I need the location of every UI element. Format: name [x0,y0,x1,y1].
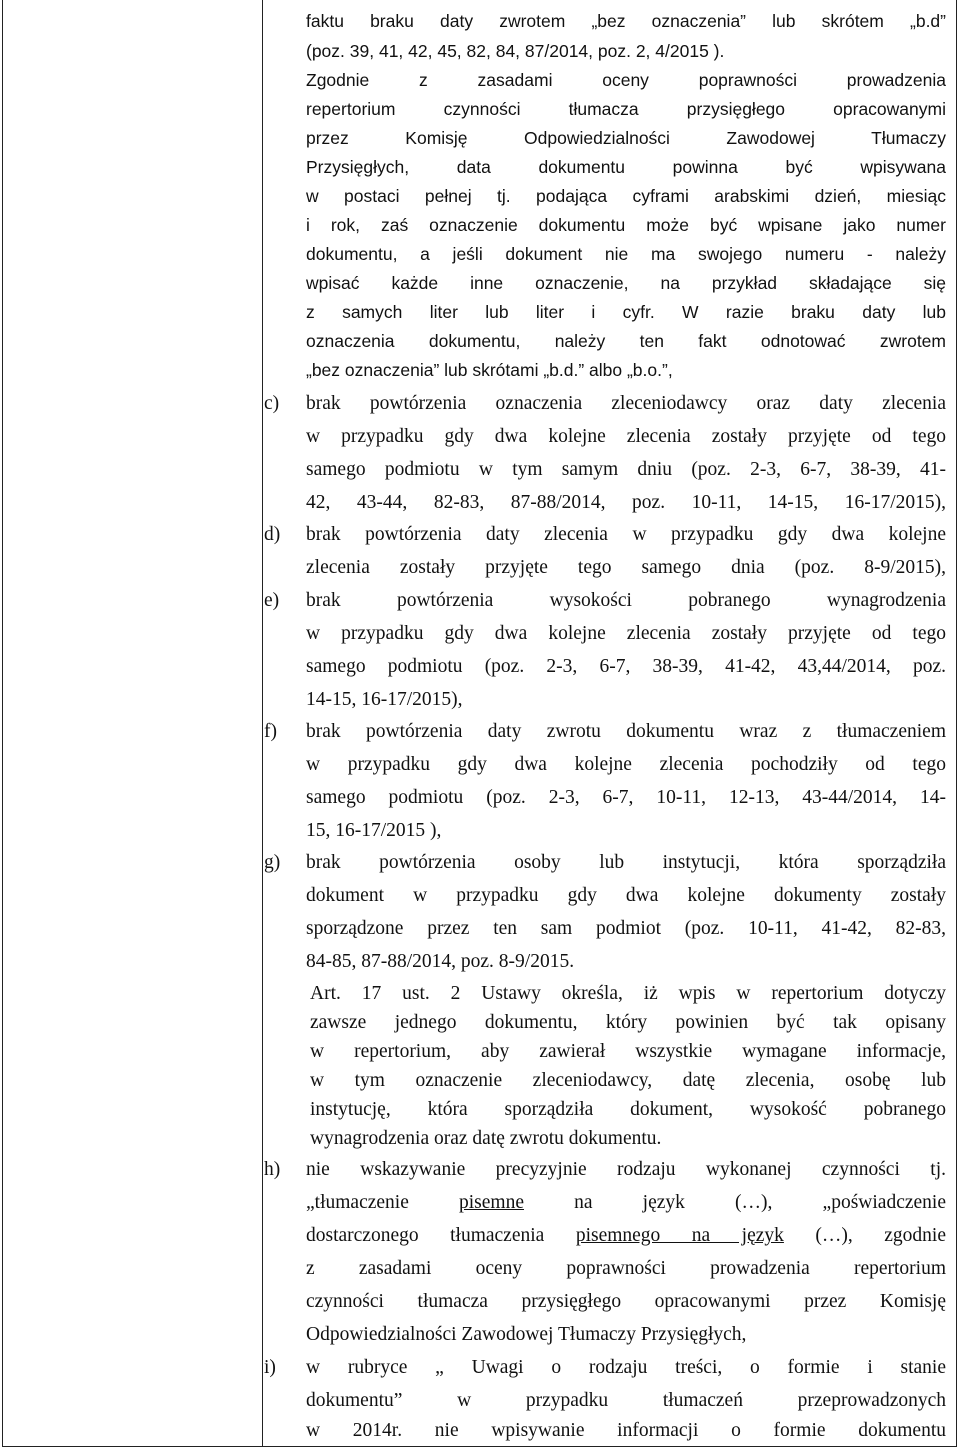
list-marker: i) [264,1357,276,1378]
text-line: sporządzone przez ten sam podmiot (poz. 10-11, 41-42, 82-83, [306,918,946,939]
text-span: „tłumaczenie [306,1192,459,1213]
text-line: faktu braku daty zwrotem „bez oznaczenia” lub skrótem „b.d” [306,11,946,31]
text-line: w tym oznaczenie zleceniodawcy, datę zlecenia, osobę lub [310,1070,946,1091]
text-line: (poz. 39, 41, 42, 45, 82, 84, 87/2014, poz. 2, 4/2015 ). [306,41,725,61]
text-line: wynagrodzenia oraz datę zwrotu dokumentu. [310,1128,662,1149]
text-span: dostarczonego tłumaczenia [306,1225,576,1246]
text-line: dokumentu, a jeśli dokument nie ma swojego numeru - należy [306,244,946,264]
text-line: w 2014r. nie wpisywanie informacji o formie dokumentu [306,1420,946,1441]
text-line: brak powtórzenia wysokości pobranego wynagrodzenia [306,590,946,611]
text-line: czynności tłumacza przysięgłego opracowanymi przez Komisję [306,1291,946,1312]
text-line [306,1221,946,1251]
list-marker: c) [264,393,280,414]
text-line: brak powtórzenia daty zlecenia w przypadku gdy dwa kolejne [306,524,946,545]
text-line: Art. 17 ust. 2 Ustawy określa, iż wpis w repertorium dotyczy [310,983,946,1004]
text-line: z samych liter lub liter i cyfr. W razie braku daty lub [306,302,946,322]
text-line: w przypadku gdy dwa kolejne zlecenia zostały przyjęte od tego [306,426,946,447]
text-line: „bez oznaczenia” lub skrótami „b.d.” albo „b.o.”, [306,360,673,380]
text-line: samego podmiotu (poz. 2-3, 6-7, 10-11, 12-13, 43-44/2014, 14- [306,787,946,808]
list-marker: d) [264,524,281,545]
text-line: wpisać każde inne oznaczenie, na przykład składające się [306,273,946,293]
text-line [306,1188,946,1218]
text-line: 42, 43-44, 82-83, 87-88/2014, poz. 10-11, 14-15, 16-17/2015), [306,492,946,513]
text-line: samego podmiotu w tym samym dniu (poz. 2-3, 6-7, 38-39, 41- [306,459,946,480]
text-line: 84-85, 87-88/2014, poz. 8-9/2015. [306,951,575,972]
text-line: w repertorium, aby zawierał wszystkie wymagane informacje, [310,1041,946,1062]
text-line: przez Komisję Odpowiedzialności Zawodowej Tłumaczy [306,128,946,148]
list-marker: h) [264,1159,281,1180]
text-line: 15, 16-17/2015 ), [306,820,442,841]
list-marker: f) [264,721,277,742]
text-line: oznaczenia dokumentu, należy ten fakt odnotować zwrotem [306,331,946,351]
text-line: w przypadku gdy dwa kolejne zlecenia pochodziły od tego [306,754,946,775]
column-divider [262,0,263,1446]
text-line: w rubryce „ Uwagi o rodzaju treści, o formie i stanie [306,1357,946,1378]
text-line: zlecenia zostały przyjęte tego samego dnia (poz. 8-9/2015), [306,557,946,578]
list-marker: g) [264,852,281,873]
text-line: dokument w przypadku gdy dwa kolejne dokumenty zostały [306,885,946,906]
text-line: repertorium czynności tłumacza przysięgłego opracowanymi [306,99,946,119]
text-line: i rok, zaś oznaczenie dokumentu może być wpisane jako numer [306,215,946,235]
list-marker: e) [264,590,280,611]
underlined-term: pisemne [459,1192,524,1213]
text-line: brak powtórzenia daty zwrotu dokumentu wraz z tłumaczeniem [306,721,946,742]
underlined-term: pisemnego na język [575,1225,784,1246]
text-line: z zasadami oceny poprawności prowadzenia repertorium [306,1258,946,1279]
text-span: na język (…), „poświadczenie [523,1192,946,1213]
text-line: w przypadku gdy dwa kolejne zlecenia zostały przyjęte od tego [306,623,946,644]
text-line: Przysięgłych, data dokumentu powinna być wpisywana [306,157,946,177]
text-line: 14-15, 16-17/2015), [306,689,463,710]
text-span: (…), zgodnie [783,1225,946,1246]
text-line: samego podmiotu (poz. 2-3, 6-7, 38-39, 41-42, 43,44/2014, poz. [306,656,946,677]
text-line: nie wskazywanie precyzyjnie rodzaju wykonanej czynności tj. [306,1159,946,1180]
text-line: brak powtórzenia oznaczenia zleceniodawcy oraz daty zlecenia [306,393,946,414]
text-line: Odpowiedzialności Zawodowej Tłumaczy Przysięgłych, [306,1324,747,1345]
text-line: w postaci pełnej tj. podająca cyframi arabskimi dzień, miesiąc [306,186,946,206]
text-line: zawsze jednego dokumentu, który powinien być tak opisany [310,1012,946,1033]
text-line: dokumentu” w przypadku tłumaczeń przeprowadzonych [306,1390,946,1411]
text-line: brak powtórzenia osoby lub instytucji, która sporządziła [306,852,946,873]
text-line: instytucję, która sporządziła dokument, wysokość pobranego [310,1099,946,1120]
text-line: Zgodnie z zasadami oceny poprawności prowadzenia [306,70,946,90]
